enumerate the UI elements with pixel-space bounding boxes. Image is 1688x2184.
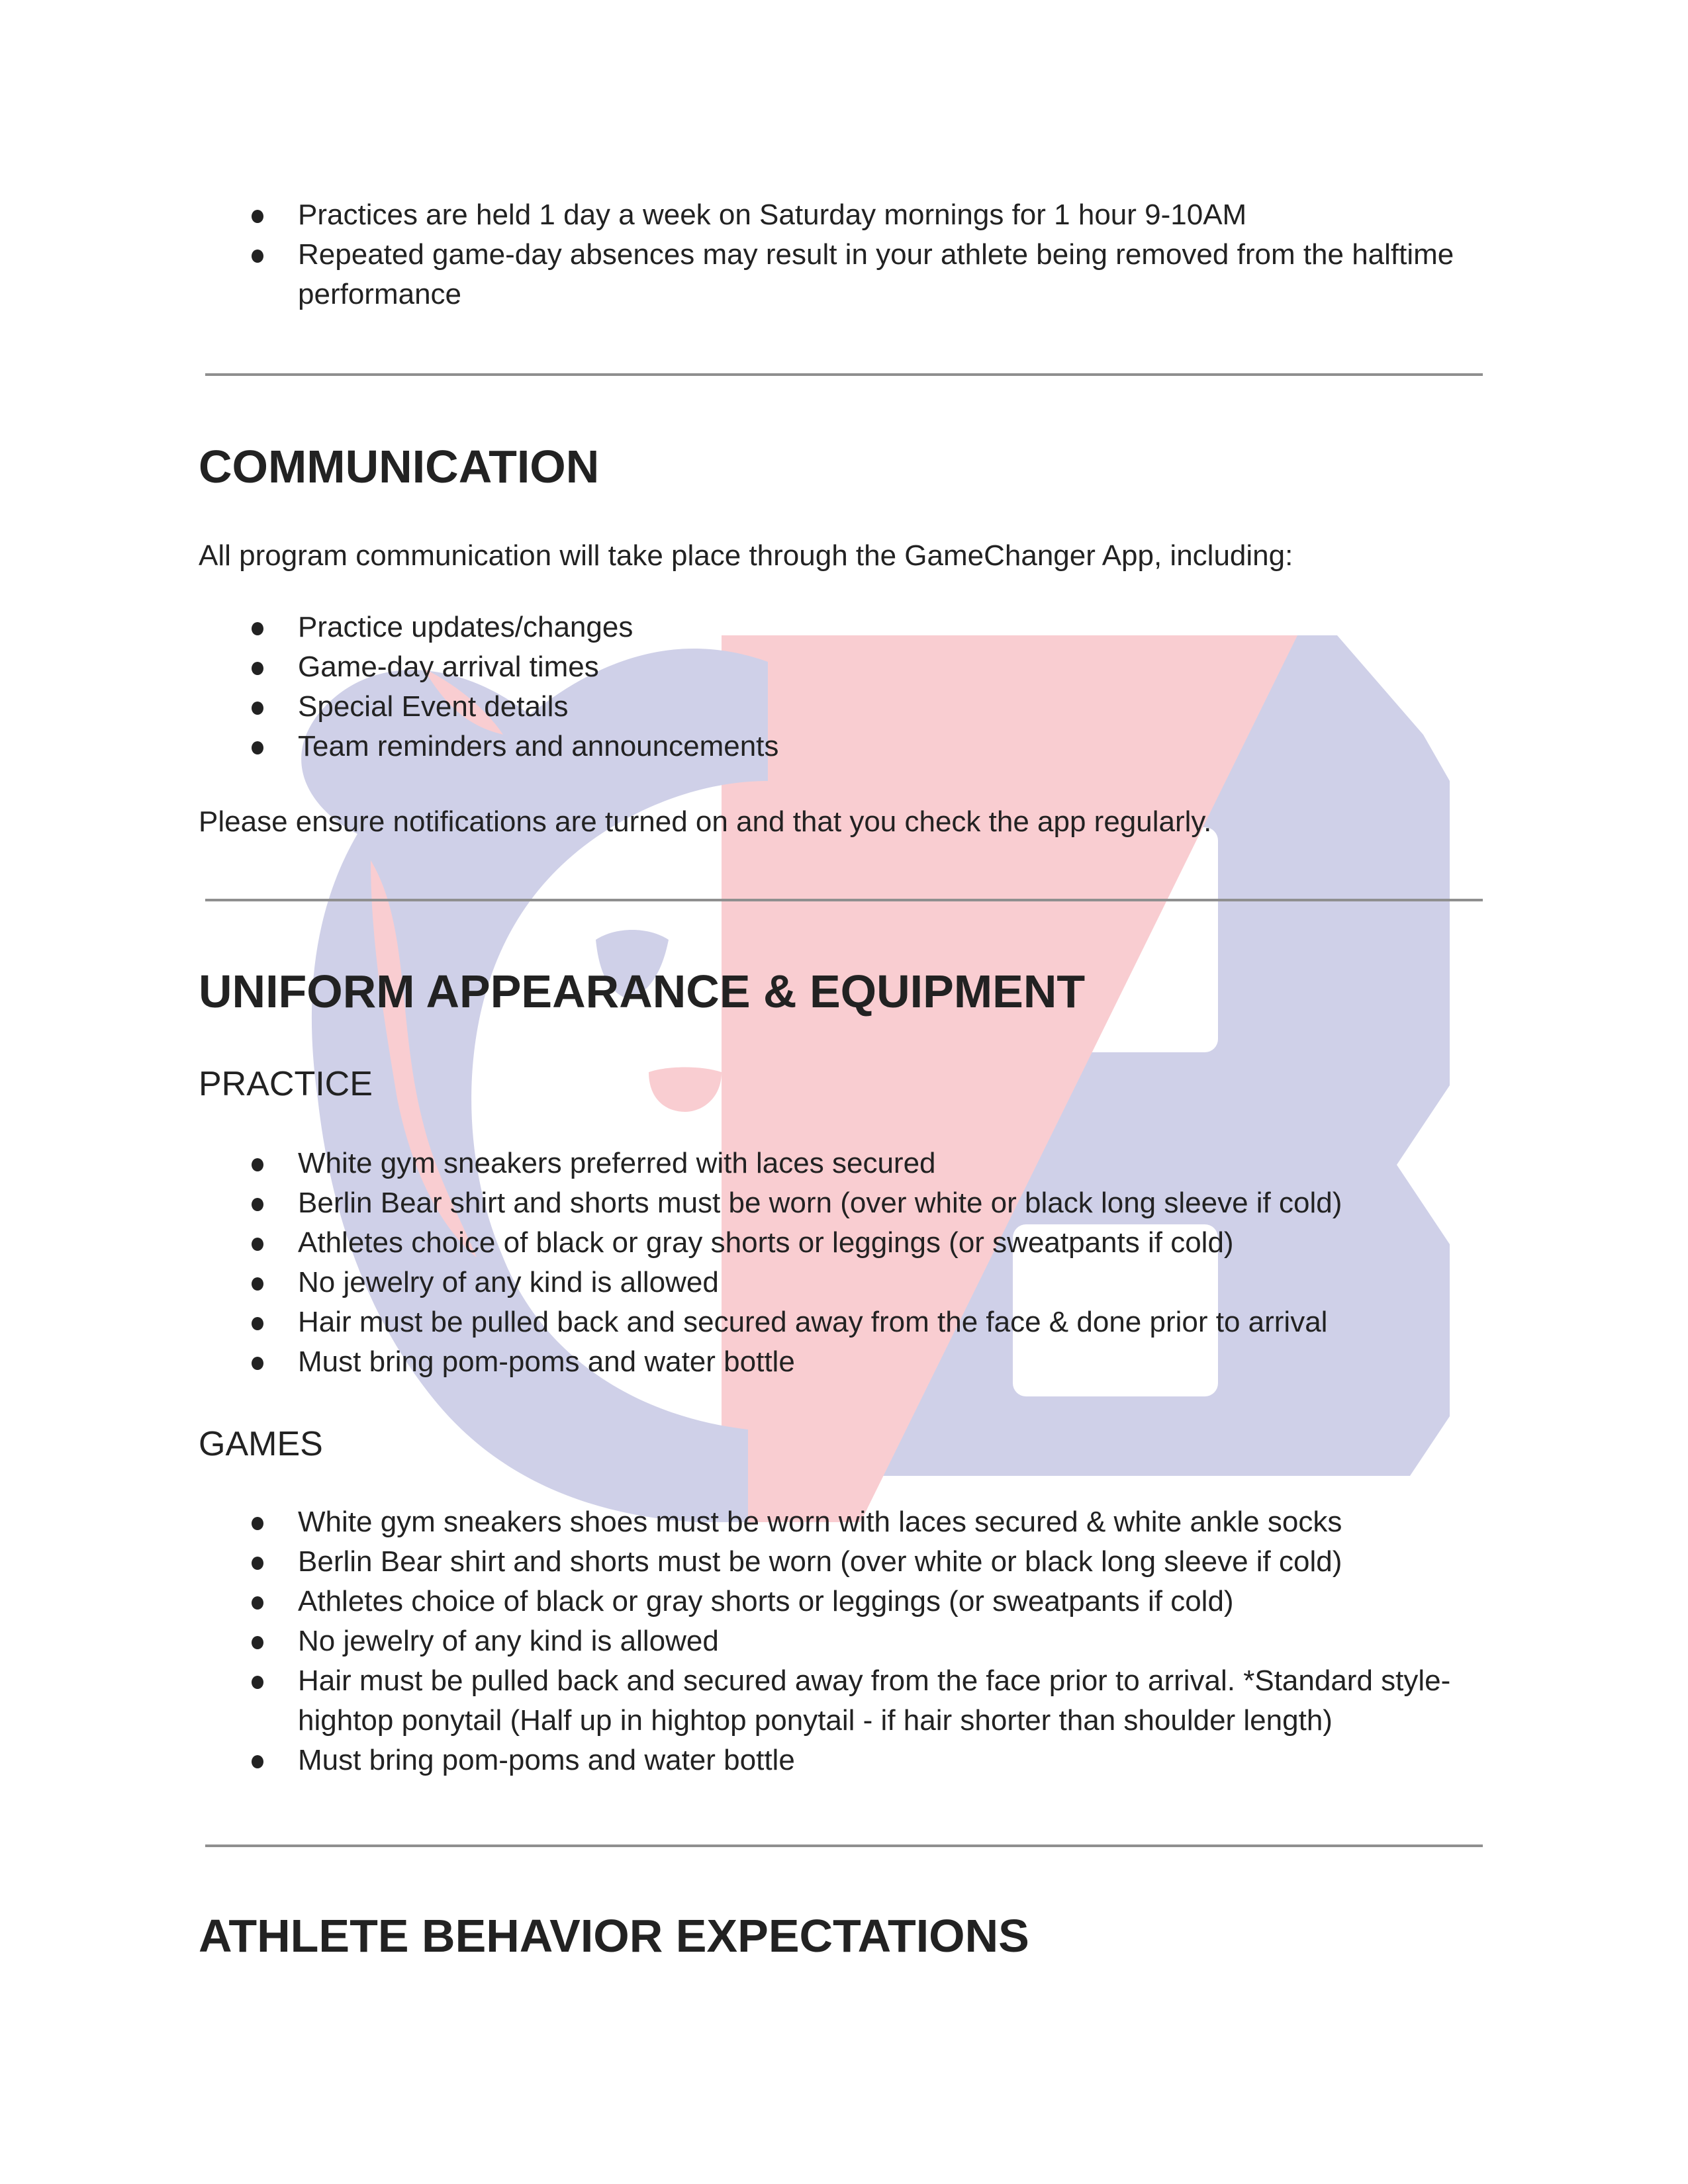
bullet-icon [252,1357,263,1370]
list-item: No jewelry of any kind is allowed [199,1621,1509,1661]
bullet-icon [252,1596,263,1610]
list-item: Team reminders and announcements [199,727,1456,766]
communication-intro: All program communication will take place through the GameChanger App, including: [199,539,1293,572]
bullet-icon [252,1277,263,1291]
communication-closing: Please ensure notifications are turned on and that you check the app regularly. [199,805,1212,838]
bullet-icon [252,1317,263,1330]
subheading-practice: PRACTICE [199,1065,373,1103]
bullet-icon [252,1636,263,1649]
list-item: Berlin Bear shirt and shorts must be worn (over white or black long sleeve if cold) [199,1183,1489,1223]
list-item: Hair must be pulled back and secured away from the face & done prior to arrival [199,1302,1489,1342]
bullet-icon [252,1676,263,1689]
section-divider [205,899,1483,901]
list-item: White gym sneakers shoes must be worn with laces secured & white ankle socks [199,1502,1509,1542]
section-divider [205,1844,1483,1847]
list-item: White gym sneakers preferred with laces secured [199,1144,1489,1183]
list-item: Must bring pom-poms and water bottle [199,1342,1489,1382]
bullet-icon [252,1238,263,1251]
list-item: No jewelry of any kind is allowed [199,1263,1489,1302]
bullet-icon [252,1198,263,1211]
bullet-icon [252,1517,263,1530]
bullet-icon [252,1755,263,1768]
bullet-icon [252,1557,263,1570]
communication-list [199,608,1456,766]
section-heading-communication: COMMUNICATION [199,441,600,492]
list-item: Practices are held 1 day a week on Saturday mornings for 1 hour 9-10AM [199,195,1456,235]
bullet-icon [252,250,263,263]
section-divider [205,373,1483,376]
list-item: Berlin Bear shirt and shorts must be worn (over white or black long sleeve if cold) [199,1542,1509,1582]
bullet-icon [252,622,263,635]
practice-uniform-list [199,1144,1489,1382]
subheading-games: GAMES [199,1425,323,1463]
list-item: Practice updates/changes [199,608,1456,647]
section-heading-behavior: ATHLETE BEHAVIOR EXPECTATIONS [199,1910,1029,1962]
bullet-icon [252,662,263,675]
bullet-icon [252,702,263,715]
list-item: Must bring pom-poms and water bottle [199,1741,1509,1780]
section-heading-uniform: UNIFORM APPEARANCE & EQUIPMENT [199,966,1086,1017]
list-item: Hair must be pulled back and secured away from the face prior to arrival. *Standard style- hightop ponytail (Half up in hightop ponytail - if hair shorter than shoulder length) [199,1661,1509,1741]
list-item: Game-day arrival times [199,647,1456,687]
list-item: Athletes choice of black or gray shorts or leggings (or sweatpants if cold) [199,1582,1509,1621]
bullet-icon [252,741,263,754]
list-item: Special Event details [199,687,1456,727]
list-item: Repeated game-day absences may result in your athlete being removed from the halftime performance [199,235,1476,314]
attendance-list [199,195,1456,314]
bullet-icon [252,210,263,223]
list-item: Athletes choice of black or gray shorts or leggings (or sweatpants if cold) [199,1223,1489,1263]
bullet-icon [252,1158,263,1171]
games-uniform-list [199,1502,1509,1780]
